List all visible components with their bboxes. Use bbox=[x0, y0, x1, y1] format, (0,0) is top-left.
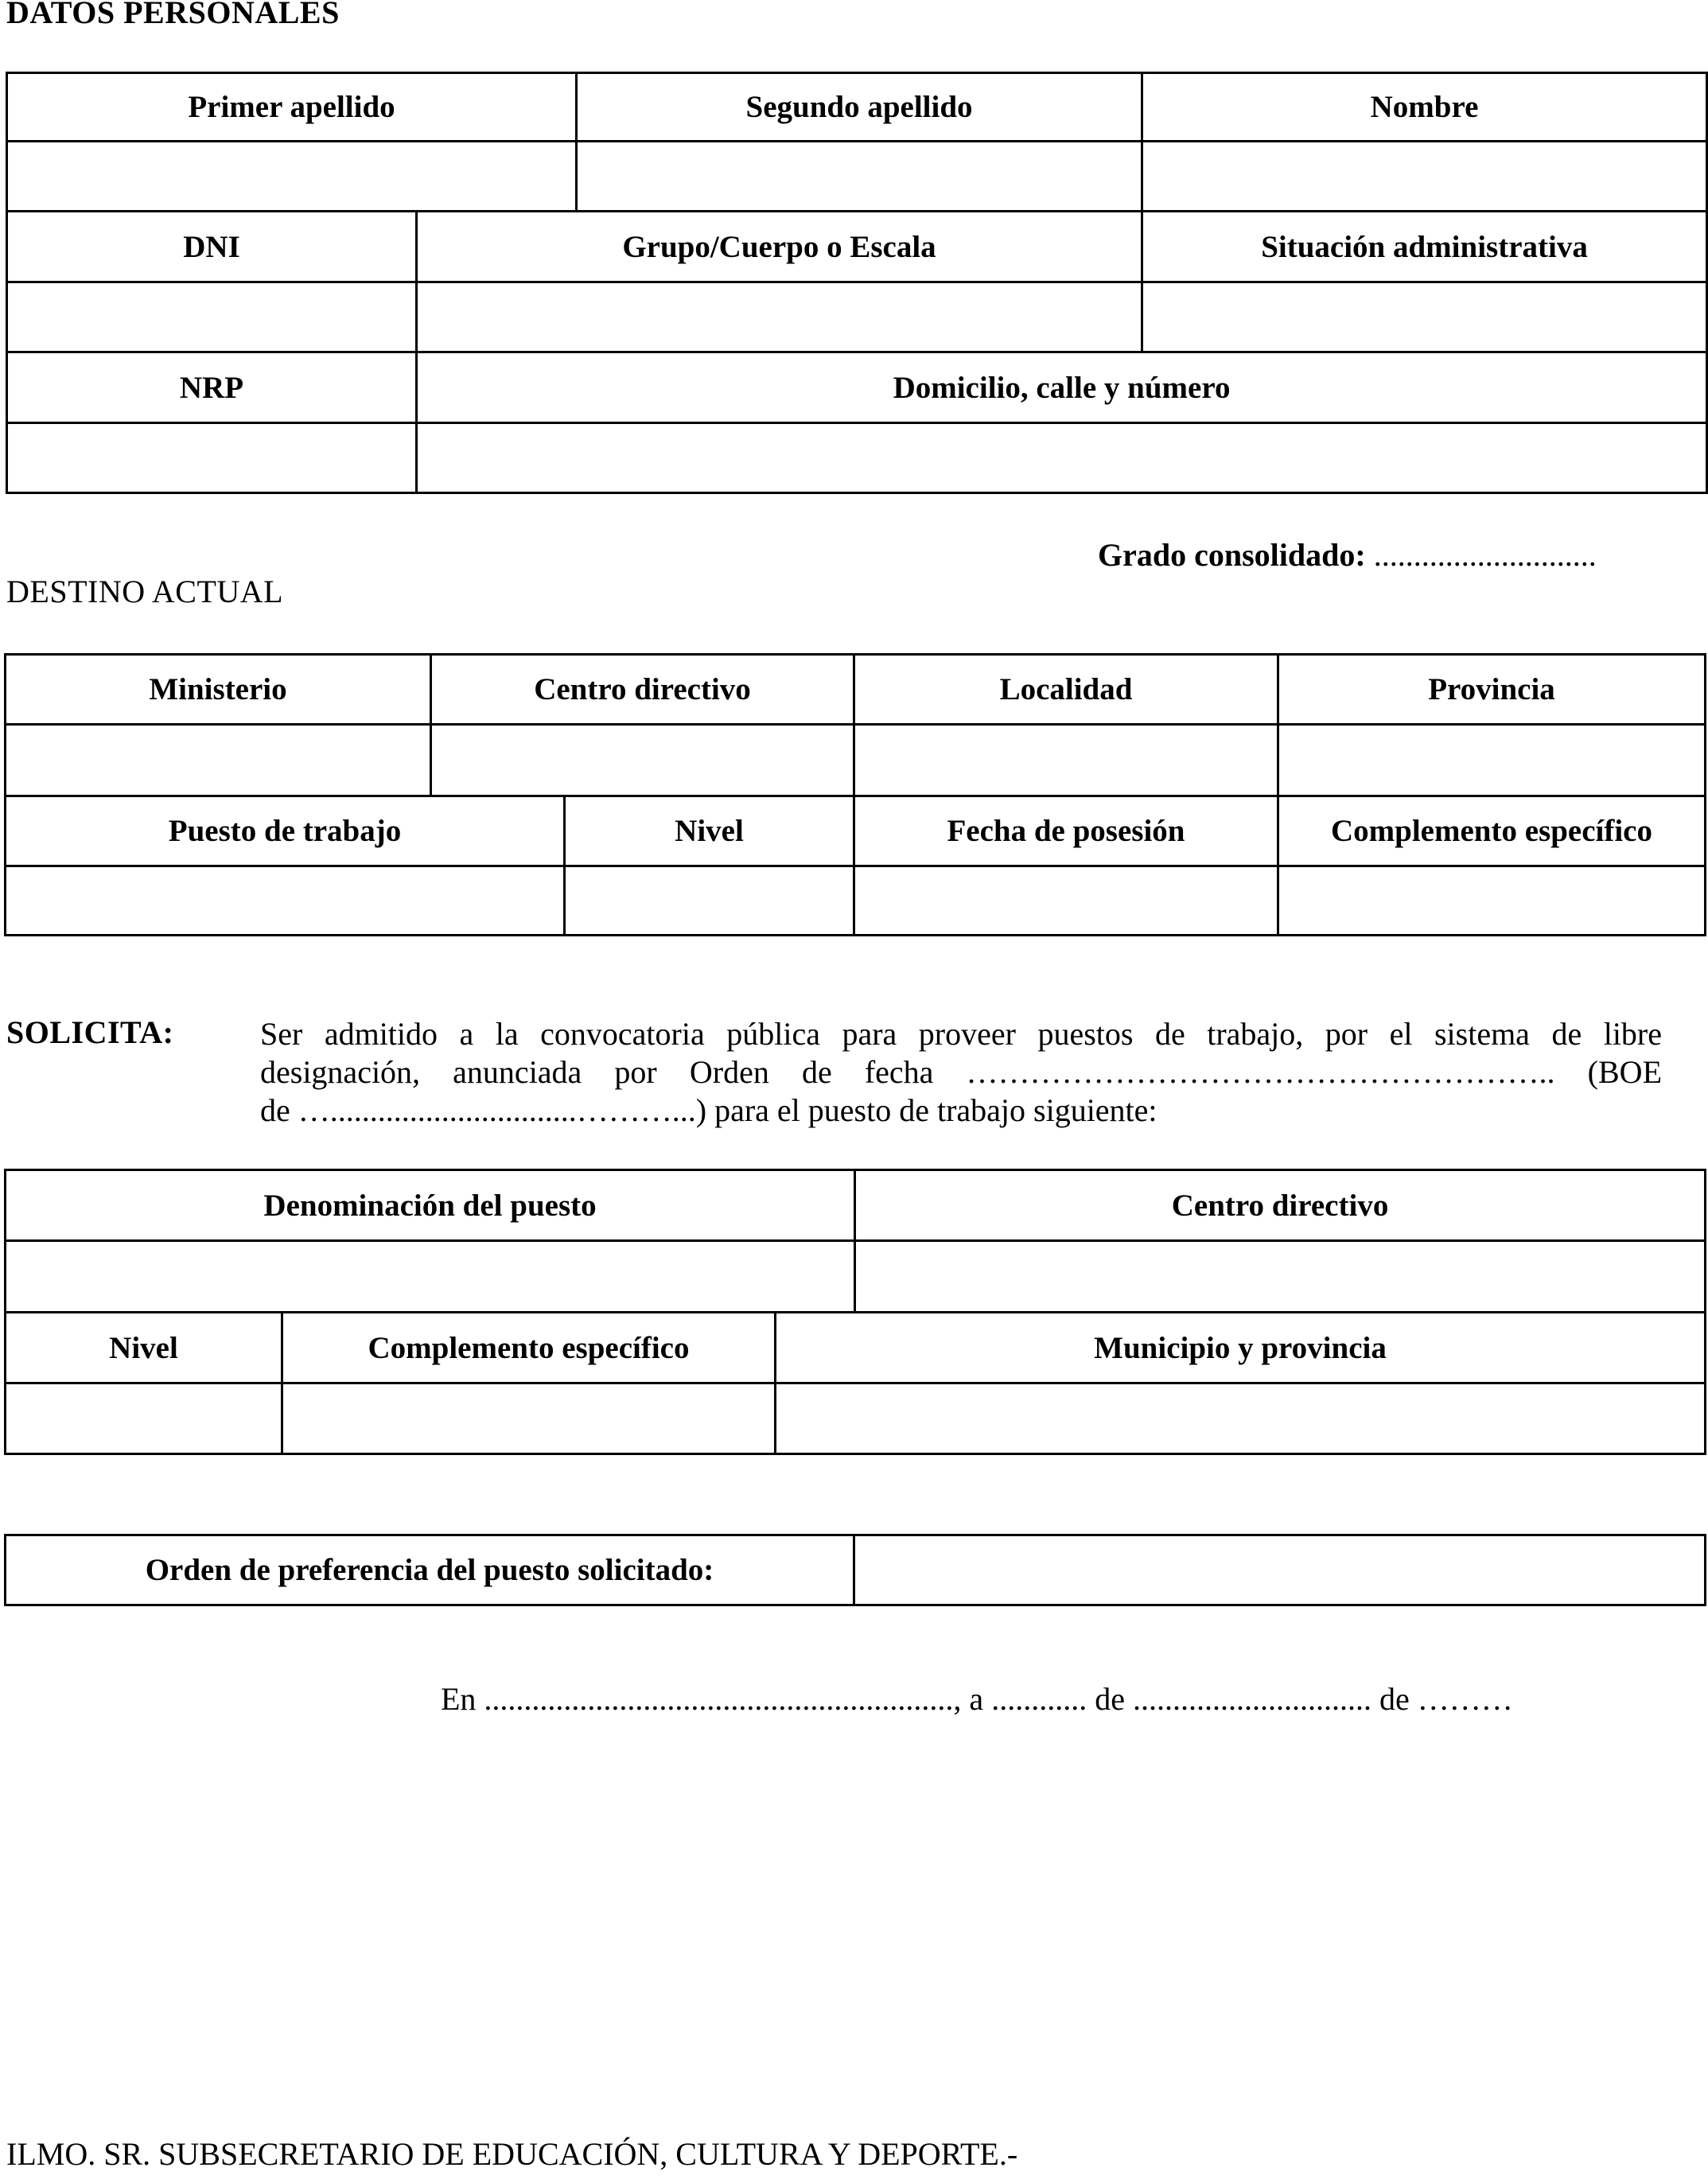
field-localidad[interactable] bbox=[854, 725, 1278, 796]
header-segundo-apellido: Segundo apellido bbox=[577, 73, 1142, 142]
field-denominacion-del-puesto[interactable] bbox=[6, 1241, 855, 1313]
solicita-line-3: de …...............................………...) para el puesto de trabajo siguiente: bbox=[260, 1092, 1157, 1128]
field-provincia[interactable] bbox=[1278, 725, 1706, 796]
header-centro-directivo: Centro directivo bbox=[431, 655, 854, 725]
preference-table bbox=[4, 1534, 1706, 1606]
section-heading-datos-personales: DATOS PERSONALES bbox=[6, 0, 340, 30]
field-nivel-solicitado[interactable] bbox=[6, 1383, 282, 1454]
header-centro-directivo-solicitado: Centro directivo bbox=[855, 1170, 1706, 1241]
field-situacion-administrativa[interactable] bbox=[1142, 282, 1707, 352]
header-localidad: Localidad bbox=[854, 655, 1278, 725]
field-domicilio[interactable] bbox=[417, 423, 1707, 493]
header-situacion-administrativa: Situación administrativa bbox=[1142, 212, 1707, 282]
header-denominacion-del-puesto: Denominación del puesto bbox=[6, 1170, 855, 1241]
field-fecha-de-posesion[interactable] bbox=[854, 866, 1278, 936]
field-puesto-de-trabajo[interactable] bbox=[6, 866, 565, 936]
header-nivel: Nivel bbox=[565, 796, 854, 866]
section-heading-destino-actual: DESTINO ACTUAL bbox=[6, 574, 284, 609]
header-complemento-especifico-solicitado: Complemento específico bbox=[282, 1313, 776, 1383]
personal-data-table bbox=[6, 72, 1708, 494]
solicita-label: SOLICITA: bbox=[6, 1014, 174, 1050]
field-complemento-especifico-solicitado[interactable] bbox=[282, 1383, 776, 1454]
header-provincia: Provincia bbox=[1278, 655, 1706, 725]
header-domicilio: Domicilio, calle y número bbox=[417, 352, 1707, 423]
field-nombre[interactable] bbox=[1142, 142, 1707, 212]
field-orden-de-preferencia[interactable] bbox=[854, 1535, 1706, 1605]
field-primer-apellido[interactable] bbox=[7, 142, 577, 212]
header-puesto-de-trabajo: Puesto de trabajo bbox=[6, 796, 565, 866]
field-complemento-especifico[interactable] bbox=[1278, 866, 1706, 936]
header-ministerio: Ministerio bbox=[6, 655, 431, 725]
requested-post-table bbox=[4, 1169, 1706, 1455]
header-nrp: NRP bbox=[7, 352, 417, 423]
header-primer-apellido: Primer apellido bbox=[7, 73, 577, 142]
header-nivel-solicitado: Nivel bbox=[6, 1313, 282, 1383]
solicita-line-2: designación, anunciada por Orden de fecha ……………………………………………….. (BOE bbox=[260, 1054, 1662, 1090]
preference-label: Orden de preferencia del puesto solicitado: bbox=[6, 1535, 854, 1605]
field-dni[interactable] bbox=[7, 282, 417, 352]
solicita-text bbox=[260, 1015, 1662, 1130]
header-municipio-y-provincia: Municipio y provincia bbox=[776, 1313, 1706, 1383]
grado-consolidado-label: Grado consolidado: bbox=[1098, 537, 1366, 573]
field-segundo-apellido[interactable] bbox=[577, 142, 1142, 212]
field-nivel[interactable] bbox=[565, 866, 854, 936]
header-complemento-especifico: Complemento específico bbox=[1278, 796, 1706, 866]
header-dni: DNI bbox=[7, 212, 417, 282]
header-grupo-cuerpo-escala: Grupo/Cuerpo o Escala bbox=[417, 212, 1142, 282]
field-ministerio[interactable] bbox=[6, 725, 431, 796]
field-nrp[interactable] bbox=[7, 423, 417, 493]
field-grupo-cuerpo-escala[interactable] bbox=[417, 282, 1142, 352]
place-date-line[interactable]: En ..........................................................., a ............ de .............................. de ……… bbox=[441, 1681, 1513, 1717]
grado-consolidado-dots[interactable]: ............................ bbox=[1373, 537, 1597, 573]
field-municipio-y-provincia[interactable] bbox=[776, 1383, 1706, 1454]
addressee: ILMO. SR. SUBSECRETARIO DE EDUCACIÓN, CULTURA Y DEPORTE.- bbox=[6, 2136, 1018, 2172]
field-centro-directivo[interactable] bbox=[431, 725, 854, 796]
header-nombre: Nombre bbox=[1142, 73, 1707, 142]
field-centro-directivo-solicitado[interactable] bbox=[855, 1241, 1706, 1313]
grado-consolidado bbox=[1098, 536, 1597, 574]
header-fecha-de-posesion: Fecha de posesión bbox=[854, 796, 1278, 866]
solicita-line-1: Ser admitido a la convocatoria pública para proveer puestos de trabajo, por el sistema de libre bbox=[260, 1016, 1662, 1052]
current-post-table bbox=[4, 653, 1706, 936]
